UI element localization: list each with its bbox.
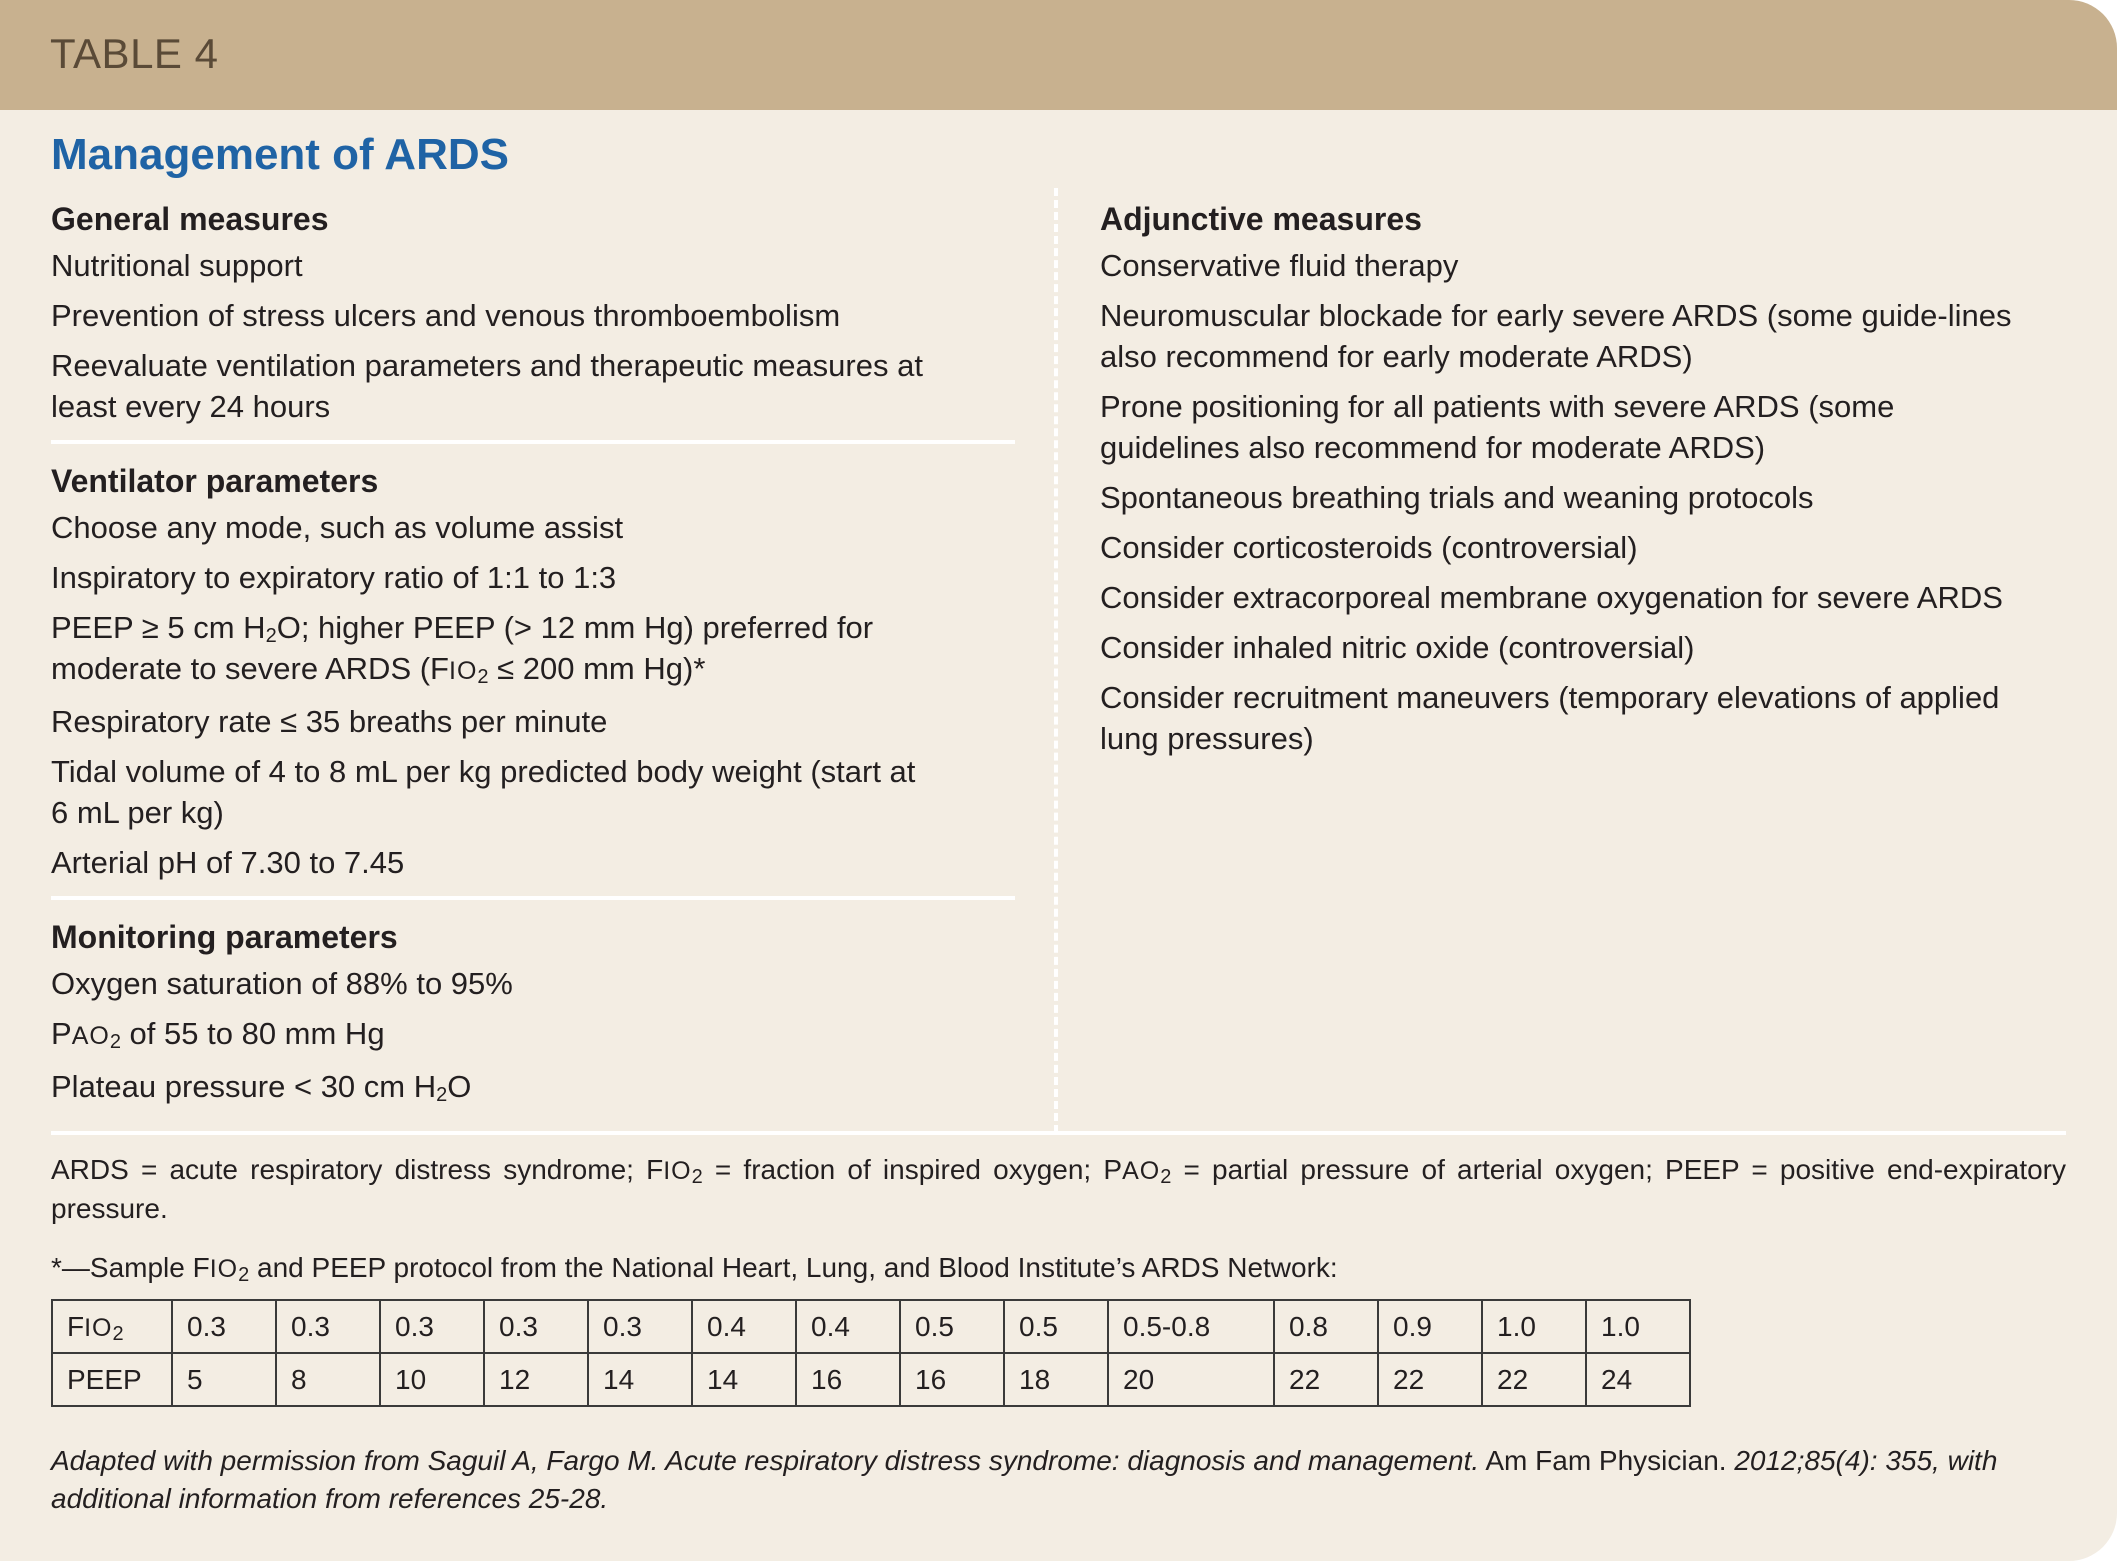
table-cell: 0.3 xyxy=(484,1300,588,1353)
source-text: Adapted with permission from Saguil A, Fargo M. Acute respiratory distress syndrome: diagnosis and management. xyxy=(51,1445,1480,1476)
ventilator-item-peep: PEEP ≥ 5 cm $H_2O$; higher PEEP (> 12 mm Hg) preferred for moderate to severe ARDS ($FIO_2 \le 200$ mm Hg)* xyxy=(51,610,874,688)
ventilator-item: Inspiratory to expiratory ratio of 1:1 to 1:3 xyxy=(51,560,617,595)
peep-row xyxy=(52,1353,1690,1406)
table-cell: 0.3 xyxy=(172,1300,276,1353)
general-heading: General measures xyxy=(51,201,329,237)
table-cell: 0.8 xyxy=(1274,1300,1378,1353)
table-cell: 0.3 xyxy=(588,1300,692,1353)
abbreviations-footnote: ARDS = acute respiratory distress syndrome; $FIO_2$ = fraction of inspired oxygen; $PAO_2$ = partial pressure of arterial oxygen; PEEP = positive end-expiratory pressure. xyxy=(51,1154,2066,1224)
adjunctive-item: Consider inhaled nitric oxide (controversial) xyxy=(1100,630,1695,665)
general-item: Reevaluate ventilation parameters and therapeutic measures at least every 24 hours xyxy=(51,348,923,424)
monitoring-heading: Monitoring parameters xyxy=(51,919,398,955)
adjunctive-item: Consider extracorporeal membrane oxygenation for severe ARDS xyxy=(1100,580,2003,615)
adjunctive-heading: Adjunctive measures xyxy=(1100,201,1422,237)
monitoring-item: Oxygen saturation of 88% to 95% xyxy=(51,966,513,1001)
table-cell: 0.3 xyxy=(276,1300,380,1353)
table-cell: 5 xyxy=(172,1353,276,1406)
monitoring-item-pao2: $PAO_2$ of 55 to 80 mm Hg xyxy=(51,1016,385,1053)
table-cell: 0.4 xyxy=(692,1300,796,1353)
source-reference: 2012;85(4): 355, with additional information from references 25-28. xyxy=(51,1445,1998,1514)
ventilator-item: Tidal volume of 4 to 8 mL per kg predicted body weight (start at 6 mL per kg) xyxy=(51,754,916,830)
table-cell: 14 xyxy=(588,1353,692,1406)
source-journal: Am Fam Physician. xyxy=(1485,1445,1727,1476)
table-cell: 10 xyxy=(380,1353,484,1406)
adjunctive-item: Consider recruitment maneuvers (temporary elevations of applied lung pressures) xyxy=(1100,680,2000,756)
ventilator-item: Respiratory rate ≤ 35 breaths per minute xyxy=(51,704,608,739)
source-citation xyxy=(51,1442,2071,1518)
table-cell: 12 xyxy=(484,1353,588,1406)
general-item: Nutritional support xyxy=(51,248,303,283)
table-cell: 0.3 xyxy=(380,1300,484,1353)
general-item: Prevention of stress ulcers and venous thromboembolism xyxy=(51,298,841,333)
row-label: PEEP xyxy=(52,1353,172,1406)
footnote-divider xyxy=(51,1131,2066,1135)
table-cell: 0.5 xyxy=(1004,1300,1108,1353)
table-number: TABLE 4 xyxy=(50,30,219,77)
right-column xyxy=(1100,195,2060,768)
monitoring-item-plateau: Plateau pressure < 30 cm $H_2O$ xyxy=(51,1069,472,1106)
table-cell: 1.0 xyxy=(1586,1300,1690,1353)
section-divider xyxy=(51,896,1015,900)
column-divider xyxy=(1054,188,1058,1133)
table-cell: 20 xyxy=(1108,1353,1274,1406)
adjunctive-item: Neuromuscular blockade for early severe ARDS (some guide-lines also recommend for early moderate ARDS) xyxy=(1100,298,2012,374)
section-divider xyxy=(51,440,1015,444)
table-cell: 14 xyxy=(692,1353,796,1406)
protocol-table xyxy=(51,1299,1691,1407)
protocol-note: *—Sample $FIO_2$ and PEEP protocol from the National Heart, Lung, and Blood Institute’s ARDS Network: xyxy=(51,1252,1338,1286)
fio2-row xyxy=(52,1300,1690,1353)
table-cell: 0.4 xyxy=(796,1300,900,1353)
adjunctive-item: Consider corticosteroids (controversial) xyxy=(1100,530,1638,565)
ventilator-heading: Ventilator parameters xyxy=(51,463,379,499)
header-bar xyxy=(0,0,2117,110)
table-cell: 0.5 xyxy=(900,1300,1004,1353)
adjunctive-item: Spontaneous breathing trials and weaning protocols xyxy=(1100,480,1814,515)
table-cell: 18 xyxy=(1004,1353,1108,1406)
table-cell: 24 xyxy=(1586,1353,1690,1406)
row-label: $FIO_2$ xyxy=(52,1300,172,1353)
ventilator-item: Choose any mode, such as volume assist xyxy=(51,510,624,545)
table-cell: 22 xyxy=(1378,1353,1482,1406)
adjunctive-item: Conservative fluid therapy xyxy=(1100,248,1459,283)
table-cell: 16 xyxy=(796,1353,900,1406)
table-cell: 22 xyxy=(1482,1353,1586,1406)
table-cell: 8 xyxy=(276,1353,380,1406)
left-column xyxy=(51,195,1011,1116)
adjunctive-item: Prone positioning for all patients with severe ARDS (some guidelines also recommend for moderate ARDS) xyxy=(1100,389,1895,465)
table-cell: 16 xyxy=(900,1353,1004,1406)
table-cell: 22 xyxy=(1274,1353,1378,1406)
table-cell: 0.5-0.8 xyxy=(1108,1300,1274,1353)
table-title: Management of ARDS xyxy=(51,130,509,179)
table-cell: 0.9 xyxy=(1378,1300,1482,1353)
table-cell: 1.0 xyxy=(1482,1300,1586,1353)
ventilator-item: Arterial pH of 7.30 to 7.45 xyxy=(51,845,405,880)
